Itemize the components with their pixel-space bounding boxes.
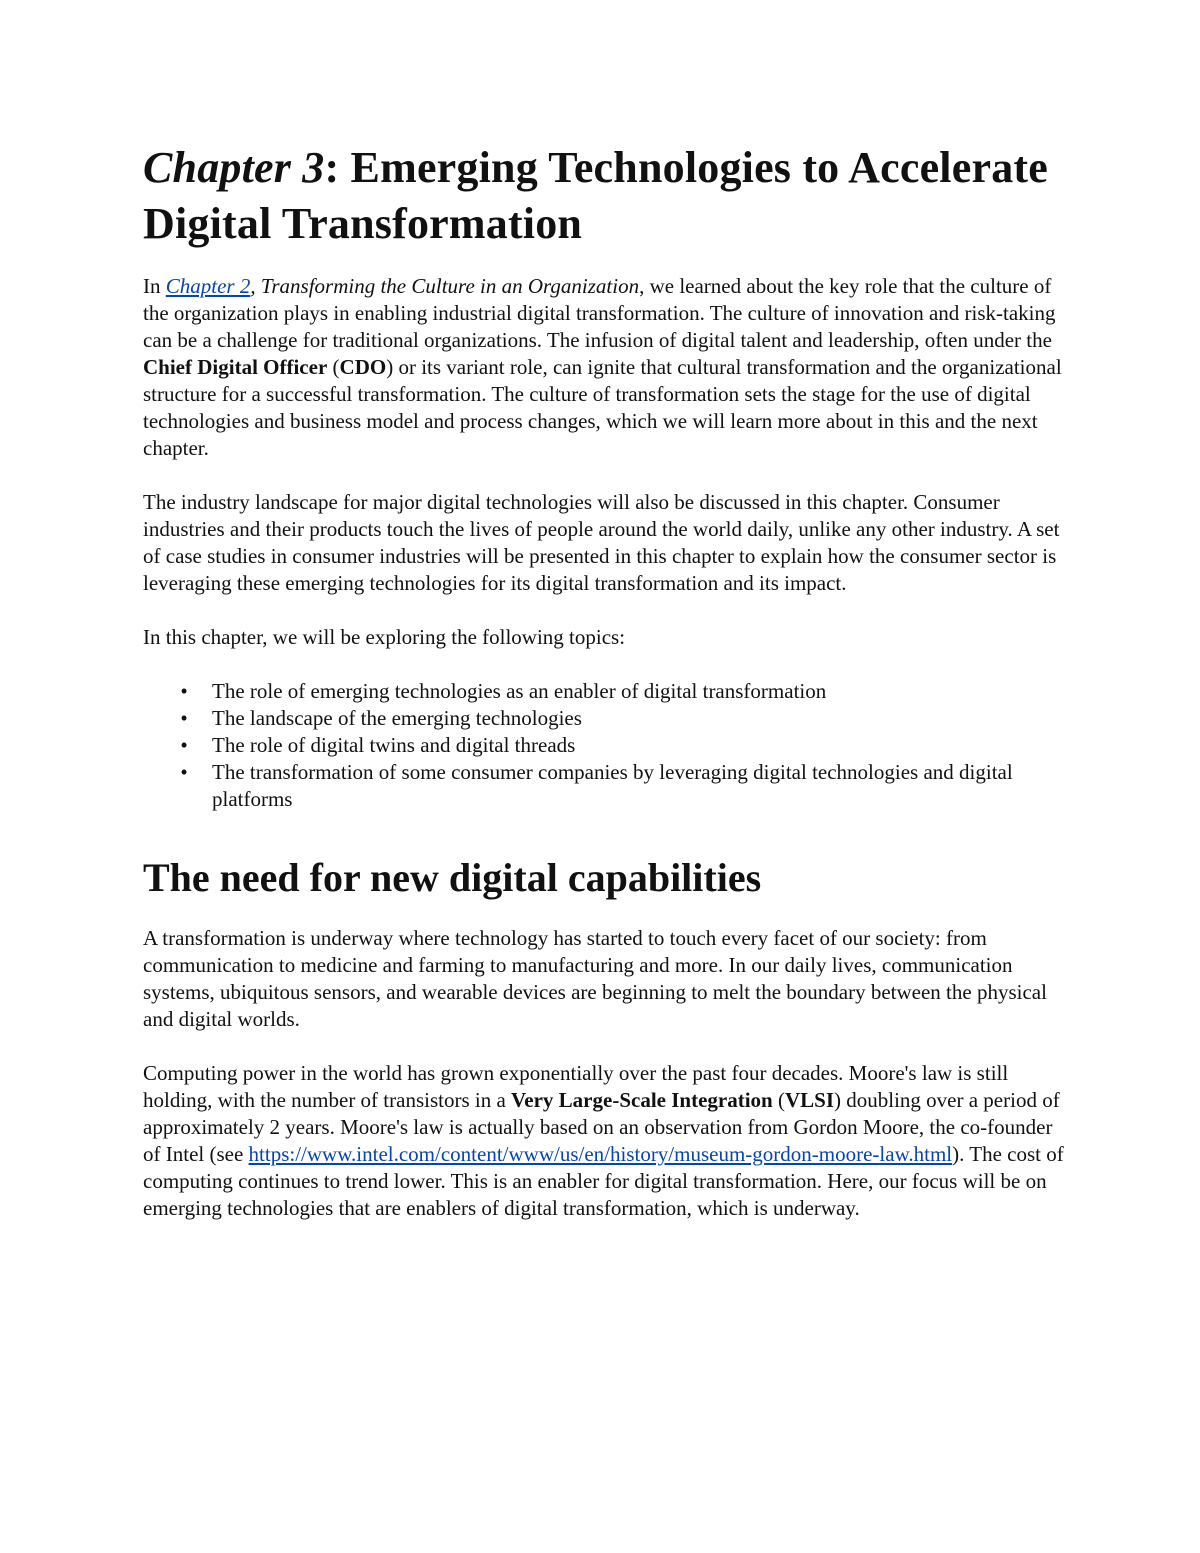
intro-text-3: , we learned about the key role that the culture of the organization plays in enabling industrial digital transformation. The culture of innovation and risk-taking can be a challenge for traditional organizations. The infusion of digital talent and leadership, often under the	[143, 274, 1056, 352]
vlsi-term: Very Large-Scale Integration	[511, 1088, 773, 1112]
intro-text-1: In	[143, 274, 166, 298]
list-item	[180, 732, 1065, 759]
intro-text-4: (	[327, 355, 340, 379]
list-item	[180, 705, 1065, 732]
intro-text-2: ,	[250, 274, 261, 298]
chapter-number: Chapter 3	[143, 143, 325, 192]
computing-text-1: Computing power in the world has grown exponentially over the past four decades. Moore's law is still holding, with the number of transistors in a	[143, 1061, 1009, 1112]
bullet-icon: •	[180, 733, 188, 757]
topic-text: The landscape of the emerging technologies	[212, 706, 582, 730]
cdo-term: Chief Digital Officer	[143, 355, 328, 379]
chapter-title-text: : Emerging Technologies to Accelerate Digital Transformation	[143, 143, 1048, 248]
computing-text-4: ). The cost of computing continues to trend lower. This is an enabler for digital transformation. Here, our focus will be on emerging technologies that are enablers of digital transformation, which is underway.	[143, 1142, 1064, 1220]
bullet-icon: •	[180, 760, 188, 784]
bullet-icon: •	[180, 706, 188, 730]
intel-moore-law-link[interactable]: https://www.intel.com/content/www/us/en/history/museum-gordon-moore-law.html	[248, 1142, 953, 1166]
chapter-title	[143, 140, 1065, 252]
computing-power-paragraph	[143, 1060, 1065, 1222]
cdo-acronym: CDO	[339, 355, 387, 379]
topic-text: The transformation of some consumer companies by leveraging digital technologies and digital platforms	[212, 760, 1013, 811]
computing-text-3: ) doubling over a period of approximately 2 years. Moore's law is actually based on an observation from Gordon Moore, the co-founder of Intel (see	[143, 1088, 1060, 1166]
topics-intro-paragraph: In this chapter, we will be exploring the following topics:	[143, 625, 626, 649]
chapter-2-link[interactable]: Chapter 2	[165, 274, 251, 298]
transformation-paragraph: A transformation is underway where technology has started to touch every facet of our society: from communication to medicine and farming to manufacturing and more. In our daily lives, communication systems, ubiquitous sensors, and wearable devices are beginning to melt the boundary between the physical and digital worlds.	[143, 926, 1047, 1031]
intro-paragraph	[143, 273, 1065, 462]
industry-landscape-paragraph: The industry landscape for major digital technologies will also be discussed in this chapter. Consumer industries and their products touch the lives of people around the world daily, unlike any other industry. A set of case studies in consumer industries will be presented in this chapter to explain how the consumer sector is leveraging these emerging technologies for its digital transformation and its impact.	[143, 490, 1060, 595]
topic-text: The role of emerging technologies as an enabler of digital transformation	[212, 679, 827, 703]
chapter-2-title: Transforming the Culture in an Organization	[260, 274, 640, 298]
bullet-icon: •	[180, 679, 188, 703]
topic-text: The role of digital twins and digital threads	[212, 733, 576, 757]
list-item	[180, 759, 1065, 813]
intro-text-5: ) or its variant role, can ignite that cultural transformation and the organizational structure for a successful transformation. The culture of transformation sets the stage for the use of digital technologies and business model and process changes, which we will learn more about in this and the next chapter.	[143, 355, 1062, 460]
computing-text-2: (	[772, 1088, 785, 1112]
vlsi-acronym: VLSI	[784, 1088, 834, 1112]
topics-list	[143, 678, 1065, 813]
list-item	[180, 678, 1065, 705]
section-heading: The need for new digital capabilities	[143, 855, 762, 900]
